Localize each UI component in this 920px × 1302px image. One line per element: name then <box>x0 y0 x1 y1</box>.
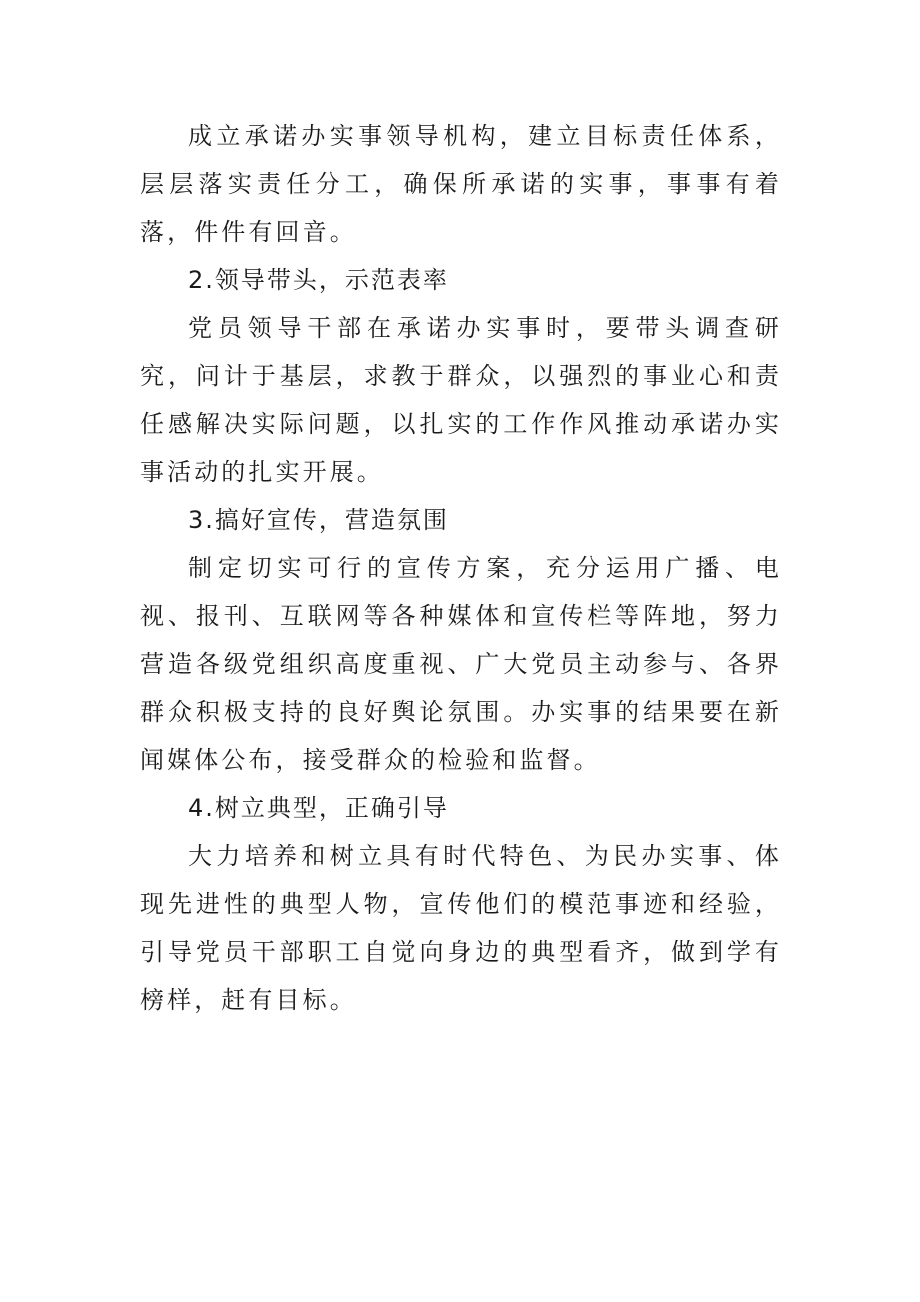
paragraph-implementation: 成立承诺办实事领导机构，建立目标责任体系，层层落实责任分工，确保所承诺的实事，事事有着落，件件有回音。 <box>140 122 782 246</box>
paragraph-leadership: 党员领导干部在承诺办实事时，要带头调查研究，问计于基层，求教于群众，以强烈的事业心和责任感解决实际问题，以扎实的工作作风推动承诺办实事活动的扎实开展。 <box>140 314 782 486</box>
paragraph-publicity: 制定切实可行的宣传方案，充分运用广播、电视、报刊、互联网等各种媒体和宣传栏等阵地，努力营造各级党组织高度重视、广大党员主动参与、各界群众积极支持的良好舆论氛围。办实事的结果要在新闻媒体公布，接受群众的检验和监督。 <box>140 554 782 774</box>
document-body <box>140 112 782 1024</box>
paragraph-role-models: 大力培养和树立具有时代特色、为民办实事、体现先进性的典型人物，宣传他们的模范事迹和经验，引导党员干部职工自觉向身边的典型看齐，做到学有榜样，赶有目标。 <box>140 842 782 1014</box>
heading-leadership: 2.领导带头，示范表率 <box>188 266 449 294</box>
heading-role-models: 4.树立典型，正确引导 <box>188 794 449 822</box>
heading-publicity: 3.搞好宣传，营造氛围 <box>188 506 449 534</box>
